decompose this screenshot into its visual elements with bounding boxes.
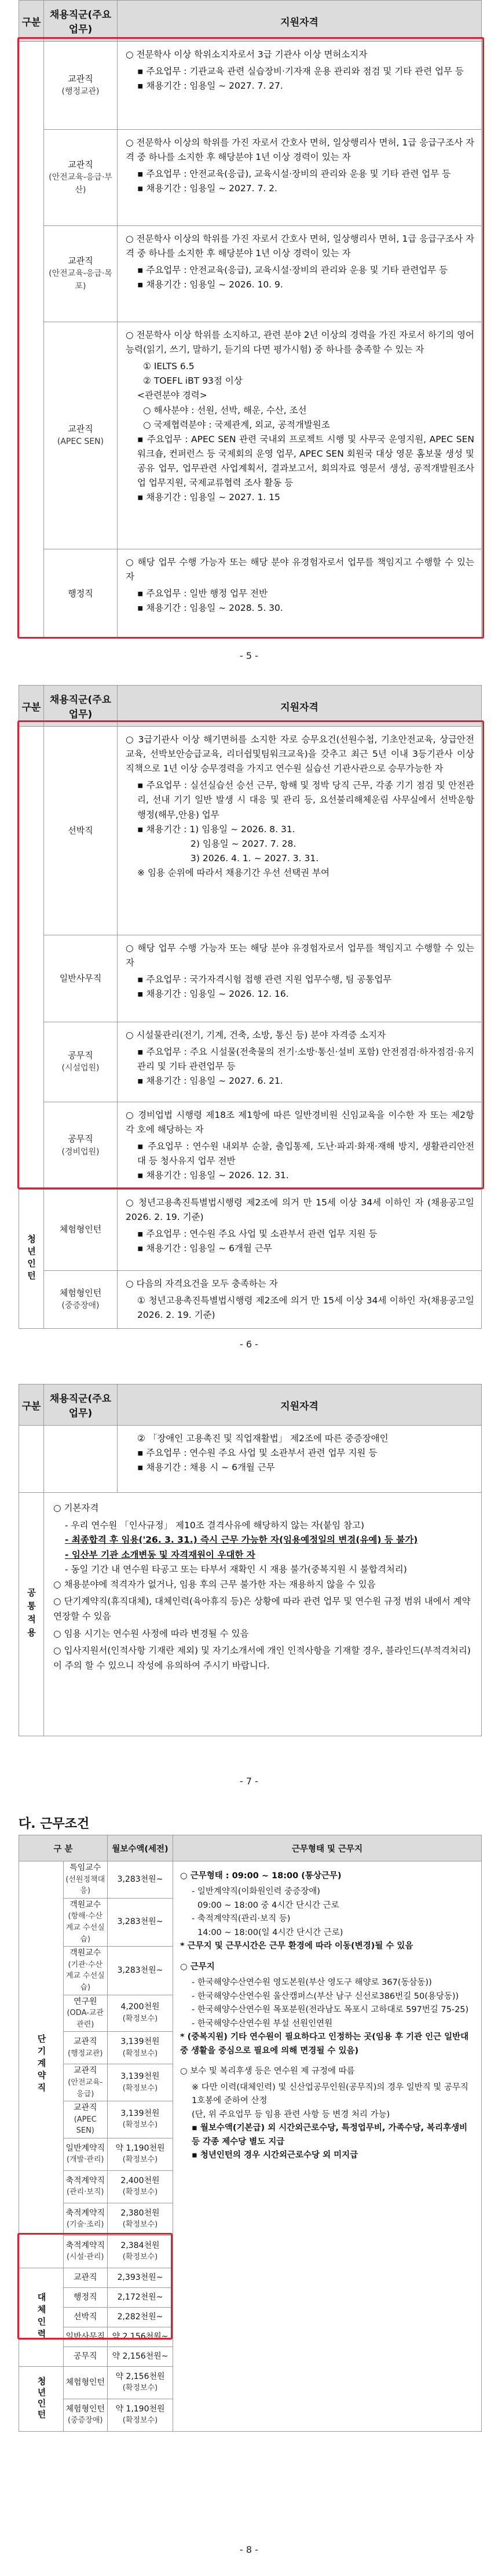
- name-cell: [63, 1947, 108, 1995]
- pay-value: 3,283천원~: [117, 1965, 163, 1975]
- col-position: 채용직군(주요업무): [44, 686, 118, 727]
- position-cell: [44, 549, 118, 639]
- pay-cell: [108, 2235, 173, 2268]
- col-pay: 월보수액(세전): [108, 1835, 173, 1861]
- category-cell: [19, 42, 44, 639]
- name-cell: [63, 1995, 108, 2032]
- qual-cell: [118, 1270, 482, 1328]
- cond-line: ○ 보수 및 복리후생 등은 연수원 제 규정에 따름: [180, 2067, 355, 2076]
- page-number: - 5 -: [240, 650, 258, 661]
- qual-line: ○ 3급기관사 이상 해기면허를 소지한 자로 승무요건(선원수첩, 기초안전교육, 상급안전교육, 선박보안승급교육, 리더쉽및팀워크교육)을 갖추고 최근 5년 이내 3등기관사 이상 직책으로 1년 이상 승무경력을 가지고 연수원 실습선 기관사관으로 승무가능한 자: [126, 734, 474, 774]
- group-cell: 청년인턴: [19, 2366, 64, 2431]
- position-name: 체험형인턴: [59, 1224, 102, 1235]
- note-line: ○ 임용 시기는 연수원 사정에 따라 변경될 수 있음: [53, 1628, 249, 1639]
- pay-value: 3,139천원: [120, 2072, 160, 2082]
- table-row: [19, 1270, 482, 1328]
- pay-cell: 2,393천원~: [108, 2268, 173, 2287]
- position-cell: [44, 322, 118, 549]
- qual-line: ▪ 주요업무 : 주요 시설물(전축물의 전기·소방·통신·설비 포함) 안전점검·하자점검·유지관리 및 기타 관련업무 등: [137, 1047, 474, 1072]
- note-line: ○ 기본자격: [53, 1503, 99, 1513]
- table-row: [19, 42, 482, 130]
- qual-line: ○ 청년고용촉진특별법시행령 제2조에 의거 만 15세 이상 34세 이하인 자 (채용공고일 2026. 2. 19. 기준): [126, 1197, 474, 1222]
- pay-cell: [108, 2170, 173, 2203]
- qual-line: ○ 전문학사 이상 학위소지자로서 3급 기관사 이상 면허소지자: [126, 49, 368, 60]
- position-cell: [44, 1022, 118, 1102]
- position-sub: (중증장애): [61, 1300, 100, 1310]
- position-name: 교관직: [68, 159, 93, 170]
- pay-sub: (확정보수): [122, 2384, 158, 2393]
- qual-cell: [118, 935, 482, 1022]
- position-cell: [44, 42, 118, 130]
- qual-line: ▪ 채용기간 : 임용일 ~ 2027. 1. 15: [137, 492, 280, 503]
- cond-line: - 축적계약직(관리·보직 등): [192, 1914, 291, 1924]
- pay-cell: [108, 2032, 173, 2064]
- qual-line: ※ 임용 순위에 따라서 채용기간 우선 선택권 부여: [137, 867, 329, 878]
- row-name: 특임교수: [69, 1863, 101, 1872]
- qual-line: ▪ 채용기간 : 임용일 ~ 2028. 5. 30.: [137, 603, 283, 614]
- cond-line: - 한국해양수산연수원 울산캠퍼스(부산 남구 신선로386번길 50(용당동)): [192, 1991, 459, 2001]
- cond-line: * (중복지원) 기타 연수원이 필요하다고 인정하는 곳(임용 후 기관 인근 일반대중 생활을 중심으로 필요에 의해 면경될 수 있음): [180, 2032, 469, 2056]
- row-sub: (중증장애): [68, 2416, 103, 2425]
- qual-line: ○ 해당 업무 수행 가능자 또는 해당 분야 유경험자로서 업무를 책임지고 수행할 수 있는 자: [126, 943, 474, 968]
- position-sub: (시설업원): [61, 1063, 100, 1073]
- qual-cell: [118, 1426, 482, 1493]
- cond-line: (단, 위 주요업무 등 임용 관련 사항 등 변경 처리 가능): [192, 2109, 390, 2119]
- position-name: 행정직: [68, 588, 93, 599]
- name-cell: [63, 2235, 108, 2268]
- qual-line: ▪ 채용기간 : 임용일 ~ 2026. 12. 16.: [137, 989, 289, 1000]
- row-name: 교관직: [73, 2037, 97, 2047]
- col-position: 채용직군(주요업무): [44, 1384, 118, 1426]
- row-sub: (개발·관리): [66, 2155, 104, 2165]
- position-cell: [44, 935, 118, 1022]
- pay-cell: 약 2,156천원~: [108, 2347, 173, 2366]
- qual-line: ○ 해당 업무 수행 가능자 또는 해당 분야 유경험자로서 업무를 책임지고 수행할 수 있는 자: [126, 557, 474, 582]
- table-header: [19, 1, 482, 42]
- col-cat: 구분: [19, 686, 44, 727]
- pay-cell: [108, 2203, 173, 2235]
- name-cell: 선박직: [63, 2307, 108, 2327]
- name-cell: [63, 2138, 108, 2170]
- cond-line: ※ 다만 이력(대체인력) 및 신산업공무인원(공무직)의 경우 일반직 및 공무직 1호봉에 준하여 산정: [192, 2082, 468, 2106]
- pay-sub: (확정보수): [122, 2220, 158, 2229]
- qualification-table-p5: [19, 0, 482, 639]
- name-cell: [63, 2399, 108, 2431]
- name-cell: 일반사무직: [63, 2327, 108, 2347]
- col-cond: 근무형태 및 근무지: [173, 1835, 482, 1861]
- category-cell: 공통적용: [19, 1493, 44, 1736]
- category-cell: [19, 1426, 44, 1493]
- name-cell: 행정직: [63, 2287, 108, 2307]
- position-name: 교관직: [68, 424, 93, 435]
- row-name: 객원교수: [69, 1948, 101, 1958]
- pay-cell: [108, 1898, 173, 1946]
- position-cell: [44, 1426, 118, 1493]
- col-cat: 구 분: [19, 1835, 108, 1861]
- col-qual: 지원자격: [118, 1, 482, 42]
- table-row: [19, 322, 482, 549]
- table-header: [19, 686, 482, 727]
- table-row: [19, 727, 482, 935]
- row-sub: (시설·관리): [66, 2253, 104, 2262]
- qual-line: ○ 다음의 자격요건을 모두 충족하는 자: [126, 1278, 278, 1289]
- position-name: 교관직: [68, 256, 93, 267]
- name-cell: [63, 1861, 108, 1899]
- cond-line: - 한국해양수산연수원 부설 선원인연원: [192, 2018, 333, 2028]
- pay-value: 약 1,190천원: [115, 2404, 165, 2414]
- note-line: ○ 채용분야에 적격자가 없거나, 임용 후의 근무 불가한 자는 재용하지 않을 수 있음: [53, 1579, 376, 1590]
- qual-line: ① IELTS 6.5: [143, 361, 195, 372]
- row-sub: (ODA-교관관련): [67, 2009, 104, 2029]
- pay-sub: (확정보수): [122, 2014, 158, 2023]
- table-row: [19, 130, 482, 226]
- category-cell: [19, 727, 44, 1190]
- position-sub: (APEC SEN): [57, 437, 104, 447]
- qual-line: ▪ 채용기간 : 임용일 ~ 2026. 10. 9.: [137, 279, 283, 290]
- pay-value: 2,400천원: [120, 2176, 160, 2185]
- position-cell: [44, 130, 118, 226]
- name-cell: 공무직: [63, 2347, 108, 2366]
- row-sub: (기관·수산계교 수선실습): [65, 1960, 105, 1992]
- page-number: - 6 -: [240, 1339, 258, 1350]
- table-row: [19, 1022, 482, 1102]
- name-cell: 교관직: [63, 2268, 108, 2287]
- common-notes: [44, 1493, 482, 1736]
- page-6: [19, 685, 482, 1329]
- page-number: - 7 -: [240, 1776, 258, 1787]
- position-cell: [44, 226, 118, 322]
- category-cell: 청년인턴: [19, 1189, 44, 1328]
- row-name: 연구원: [73, 1996, 97, 2006]
- name-cell: [63, 2170, 108, 2203]
- note-line: - 동일 기간 내 연수원 타공고 또는 타부서 재확인 시 재용 불가(중복지원 시 불합격처리): [65, 1564, 407, 1575]
- cond-line: ▪ 청년인턴의 경우 시간외근로수당 외 미지급: [192, 2151, 358, 2160]
- pay-cell: [108, 2101, 173, 2138]
- qual-cell: [118, 549, 482, 639]
- qual-line: ▪ 주요업무 : 안전교육(응급), 교육시설·장비의 관리와 운용 및 기타 관련업무 등: [137, 265, 448, 276]
- qual-line: <관련분야 경력>: [137, 390, 207, 401]
- row-name: 체험형인턴: [65, 2377, 105, 2387]
- qual-line: ▪ 주요업무 : 일반 행정 업무 전반: [137, 588, 268, 599]
- col-position: 채용직군(주요업무): [44, 1, 118, 42]
- table-row: [19, 1493, 482, 1736]
- position-cell: [44, 1270, 118, 1328]
- qual-line: ▪ 주요업무 : 연수원 주요 사업 및 소관부서 관련 업무 지원 등: [137, 1228, 378, 1239]
- position-sub: (안전교육-응급·목포): [49, 269, 112, 292]
- cond-line: ▪ 월보수액(기본급) 외 시간외근로수당, 특정업무비, 가족수당, 복리후생비 등 각종 제수당 별도 지급: [192, 2123, 468, 2147]
- table-row: [19, 1861, 482, 1899]
- qual-cell: [118, 1102, 482, 1190]
- cond-line: - 한국해양수산연수원 목포분원(전라남도 목포시 고하대로 597번길 75-25): [192, 2005, 469, 2015]
- page-8: [19, 1835, 482, 2432]
- pay-value: 2,380천원: [120, 2208, 160, 2218]
- row-name: 교관직: [73, 2066, 97, 2076]
- position-cell: [44, 1189, 118, 1270]
- cond-line: * 근무지 및 근무시간은 근무 환경에 따라 이동(변경)될 수 있음: [180, 1941, 413, 1951]
- table-row: [19, 1426, 482, 1493]
- cond-line: - 한국해양수산연수원 영도본원(부산 영도구 해양로 367(동삼동)): [192, 1978, 432, 1988]
- page-number: - 8 -: [240, 2544, 258, 2555]
- qual-line: ○ 해사분야 : 선원, 선박, 해운, 수산, 조선: [143, 405, 307, 416]
- pay-sub: (확정보수): [122, 2155, 158, 2165]
- qual-line: ○ 전문학사 이상의 학위를 가진 자로서 간호사 면허, 일상행리사 면허, 1급 응급구조사 자격 중 하나를 소지한 후 해당분야 1년 이상 경력이 있는 자: [126, 234, 474, 259]
- pay-cell: 2,172천원~: [108, 2287, 173, 2307]
- qual-cell: [118, 226, 482, 322]
- qual-line: ○ 국제협력분야 : 국제관계, 외교, 공적개발원조: [143, 419, 330, 430]
- pay-value: 3,139천원: [120, 2037, 160, 2047]
- qual-line: ▪ 채용기간 : 1) 임용일 ~ 2026. 8. 31.: [137, 824, 295, 835]
- group-cell: 단기계약직: [19, 1861, 64, 2268]
- col-cat: 구분: [19, 1, 44, 42]
- qual-line: ▪ 주요업무 : 기관교육 관련 실습장비·기자재 운용 관리와 점검 및 기타 관련 업무 등: [137, 66, 464, 77]
- pay-sub: (확정보수): [122, 2253, 158, 2262]
- qual-cell: [118, 1022, 482, 1102]
- position-name: 일반사무직: [59, 972, 102, 983]
- qual-line: ○ 전문학사 이상의 학위를 가진 자로서 간호사 면허, 일상행리사 면허, 1급 응급구조사 자격 중 하나를 소지한 후 해당분야 1년 이상 경력이 있는 자: [126, 137, 474, 163]
- pay-value: 3,139천원: [120, 2108, 160, 2118]
- qual-line: ▪ 주요업무 : APEC SEN 관련 국내외 프로젝트 시행 및 사무국 운영지원, APEC SEN 워크숍, 컨퍼런스 등 국제회의 운영 업무, APEC SEN 회원국 대상 영문 홈보물 생성 및 공유 업무, 업무관련 사업계획서, 결과보고서, 회의자료 영문서 생성, 공적개발원조사업 업무지원, 국제교류협력 조사 활동 등: [137, 433, 474, 489]
- pay-cell: 약 2,156천원~: [108, 2327, 173, 2347]
- cond-line: 14:00 ~ 18:00(일 4시간 단시간 근로): [197, 1928, 343, 1937]
- row-name: 교관직: [73, 2103, 97, 2113]
- pay-cell: [108, 2366, 173, 2399]
- pay-cell: [108, 1947, 173, 1995]
- table-row: [19, 1102, 482, 1190]
- cond-line: - 일반계약직(이화원인력 중증장애): [192, 1887, 320, 1897]
- row-name: 체험형인턴: [65, 2404, 105, 2414]
- pay-value: 2,384천원: [120, 2240, 160, 2250]
- row-name: 객원교수: [69, 1900, 101, 1910]
- cond-line: ○ 근무지: [180, 1962, 215, 1972]
- position-sub: (행정교관): [61, 87, 100, 97]
- position-name: 공무직: [68, 1134, 93, 1145]
- col-cat: 구분: [19, 1384, 44, 1426]
- row-sub: (행정교관): [68, 2049, 103, 2058]
- position-name: 교관직: [68, 74, 93, 85]
- qual-line: ○ 경비업법 시행령 제18조 제1항에 따른 일반경비원 신임교육을 이수한 자 또는 제2항 각 호에 해당하는 자: [126, 1110, 474, 1135]
- name-cell: [63, 2101, 108, 2138]
- table-row: [19, 1189, 482, 1270]
- row-name: 축적계약직: [65, 2240, 105, 2250]
- cond-line: 09:00 ~ 18:00 중 4시간 단시간 근로: [197, 1900, 339, 1910]
- pay-cell: [108, 2399, 173, 2431]
- table-header: [19, 1835, 482, 1861]
- qual-cell: [118, 1189, 482, 1270]
- position-sub: (경비업원): [61, 1147, 100, 1157]
- page-5: [19, 0, 482, 639]
- position-sub: (안전교육-응급·부산): [49, 173, 112, 195]
- qual-line: ② TOEFL iBT 93점 이상: [143, 376, 243, 387]
- qual-cell: [118, 322, 482, 549]
- page-7: [19, 1384, 482, 1736]
- position-cell: [44, 1102, 118, 1190]
- row-name: 축적계약직: [65, 2208, 105, 2218]
- col-qual: 지원자격: [118, 1384, 482, 1426]
- note-line: - 우리 연수원 「인사규정」 제10조 결격사유에 해당하지 않는 자(붙임 참고): [65, 1520, 365, 1531]
- section-title: 다. 근무조건: [19, 1817, 90, 1831]
- qualification-table-p7: [19, 1384, 482, 1736]
- pay-value: 4,200천원: [120, 2002, 160, 2012]
- row-sub: (안전교육-응급): [68, 2078, 103, 2098]
- conditions-table: [19, 1835, 482, 2432]
- qual-line: ▪ 주요업무 : 연수원 내외부 순찰, 출입통제, 도난·파괴·화재·재해 방지, 생활관리안전 대 등 청사유지 업무 전반: [137, 1141, 474, 1167]
- pay-sub: (확정보수): [122, 2049, 158, 2058]
- pay-value: 3,283천원~: [117, 1874, 163, 1884]
- pay-value: 3,283천원~: [117, 1917, 163, 1927]
- pay-cell: [108, 2064, 173, 2101]
- qual-line: ○ 전문학사 이상 학위를 소지하고, 관련 분야 2년 이상의 경력을 가진 자로서 하기의 영어능력(읽기, 쓰기, 말하기, 듣기의 다면 평가시험) 중 하나를 충족할 수 있는 자: [126, 330, 474, 355]
- row-sub: (관리·보직): [66, 2188, 104, 2197]
- row-name: 일반계약직: [65, 2143, 105, 2153]
- qual-line: 2) 임용일 ~ 2027. 7. 28.: [191, 838, 296, 849]
- row-name: 축적계약직: [65, 2176, 105, 2185]
- qual-line: ① 청년고용촉진특별법시행령 제2조에 의거 만 15세 이상 34세 이하인 자(채용공고일 2026. 2. 19. 기준): [137, 1295, 474, 1320]
- qual-line: ▪ 주요업무 : 안전교육(응급), 교육시설·장비의 관리와 운용 및 기타 관련 업무 등: [137, 169, 451, 180]
- table-row: [19, 549, 482, 639]
- note-line: - 임산부 기관 소개변동 및 자격재원이 우대한 자: [65, 1549, 255, 1560]
- qual-line: ▪ 주요업무 : 국가자격시험 접행 관련 지원 업무수행, 팀 공통업무: [137, 974, 392, 985]
- row-sub: (항해·수산계교 수선실습): [65, 1912, 105, 1944]
- pay-sub: (확정보수): [122, 2083, 158, 2093]
- conditions-cell: [173, 1861, 482, 2432]
- note-line: ○ 단기계약직(휴직대체), 대체인력(육아휴직 등)은 상황에 따라 관련 업무 및 연수원 규정 범위 내에서 계약 연장할 수 있음: [53, 1596, 471, 1622]
- qual-line: ▪ 채용기간 : 임용일 ~ 6개월 근무: [137, 1243, 272, 1254]
- name-cell: [63, 2203, 108, 2235]
- row-sub: (기술·조리): [66, 2220, 104, 2229]
- pay-sub: (확정보수): [122, 2120, 158, 2130]
- qual-cell: [118, 130, 482, 226]
- name-cell: [63, 2064, 108, 2101]
- pay-sub: (확정보수): [122, 2416, 158, 2425]
- cond-line: ○ 근무형태 : 09:00 ~ 18:00 (통상근무): [180, 1871, 342, 1881]
- qual-line: 3) 2026. 4. 1. ~ 2027. 3. 31.: [191, 852, 319, 863]
- row-sub: (APEC SEN): [74, 2115, 97, 2136]
- pay-cell: [108, 1995, 173, 2032]
- qual-line: ▪ 채용기간 : 임용일 ~ 2027. 7. 27.: [137, 81, 283, 92]
- pay-cell: [108, 1861, 173, 1899]
- qual-line: ▪ 채용기간 : 임용일 ~ 2026. 12. 31.: [137, 1170, 289, 1181]
- qual-line: ▪ 주요업무 : 실선실습선 승선 근무, 항해 및 정박 당직 근무, 각종 기기 점검 및 안전관리, 선내 기기 일반 발생 시 대응 및 관리 등, 요선불리해체운림 사무실에서 선박운항 행정(해무,안용) 업무: [137, 780, 474, 820]
- qual-line: ▪ 채용기간 : 임용일 ~ 2027. 6. 21.: [137, 1076, 283, 1087]
- group-cell: 대체인력: [19, 2268, 64, 2366]
- pay-cell: 2,282천원~: [108, 2307, 173, 2327]
- table-row: [19, 935, 482, 1022]
- note-line: - 최종합격 후 임용('26. 3. 31.) 즉시 근무 가능한 자(임용예정일의 변경(유예) 등 불가): [65, 1535, 418, 1546]
- position-name: 체험형인턴: [59, 1287, 102, 1298]
- table-header: [19, 1384, 482, 1426]
- qual-line: ▪ 채용기간 : 채용 시 ~ 6개월 근무: [137, 1462, 275, 1473]
- qual-line: ▪ 주요업무 : 연수원 주요 사업 및 소관부서 관련 업무 지원 등: [137, 1448, 378, 1459]
- qual-line: ○ 시설물관리(전기, 기계, 건축, 소방, 통신 등) 분야 자격증 소지자: [126, 1030, 386, 1040]
- qual-cell: [118, 727, 482, 935]
- table-row: [19, 226, 482, 322]
- pay-sub: (확정보수): [122, 2188, 158, 2197]
- row-sub: (선원정책대응): [65, 1875, 105, 1896]
- name-cell: [63, 2032, 108, 2064]
- name-cell: [63, 1898, 108, 1946]
- note-line: ○ 입사지원서(인적사항 기재란 제외) 및 자기소개서에 개인 인적사항을 기재할 경우, 블라인드(부적격처리)이 주의 할 수 있으니 작성에 유의하여 주시기 바랍니다.: [53, 1645, 471, 1671]
- pay-value: 약 1,190천원: [115, 2143, 165, 2153]
- position-name: 공무직: [68, 1050, 93, 1061]
- qual-cell: [118, 42, 482, 130]
- qualification-table-p6: [19, 685, 482, 1329]
- pay-value: 약 2,156천원: [115, 2371, 165, 2381]
- name-cell: [63, 2366, 108, 2399]
- position-name: 선박직: [68, 825, 93, 836]
- qual-line: ▪ 채용기간 : 임용일 ~ 2027. 7. 2.: [137, 183, 277, 194]
- pay-cell: [108, 2138, 173, 2170]
- qual-line: ② 「장애인 고용촉진 및 직업재활법」 제2조에 따른 중증장애인: [137, 1433, 389, 1444]
- position-cell: [44, 727, 118, 935]
- col-qual: 지원자격: [118, 686, 482, 727]
